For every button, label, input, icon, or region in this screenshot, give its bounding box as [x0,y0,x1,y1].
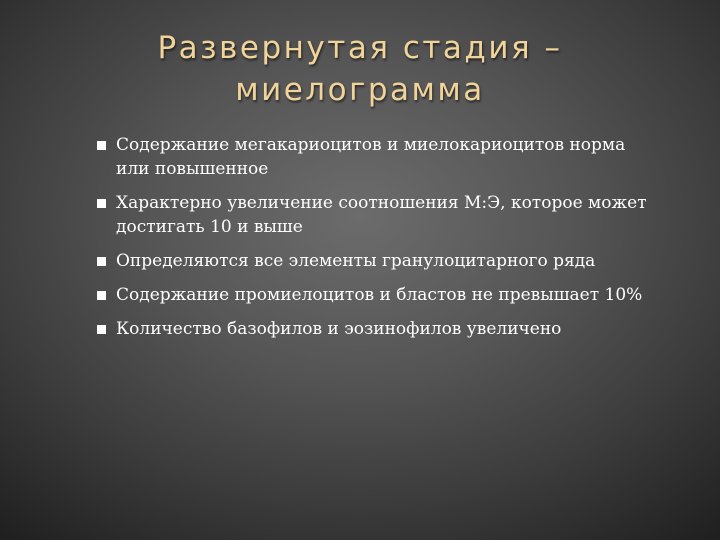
bullet-list [94,133,664,351]
bullet-text: Определяются все элементы гранулоцитарного ряда [116,251,596,271]
bullet-item [94,317,664,341]
square-bullet-icon [97,141,106,150]
bullet-text: Количество базофилов и эозинофилов увеличено [116,319,562,339]
slide-title [0,27,720,111]
square-bullet-icon [97,199,106,208]
bullet-item [94,283,664,307]
slide-title-line-1: Развернутая стадия – [157,30,563,66]
square-bullet-icon [97,291,106,300]
bullet-text: Содержание мегакариоцитов и миелокариоцитов норма или повышенное [116,135,626,179]
bullet-text: Характерно увеличение соотношения М:Э, которое может достигать 10 и выше [116,193,647,237]
bullet-item [94,133,664,181]
bullet-item [94,249,664,273]
bullet-text: Содержание промиелоцитов и бластов не превышает 10% [116,285,643,305]
square-bullet-icon [97,257,106,266]
square-bullet-icon [97,325,106,334]
slide-title-line-2: миелограмма [235,72,485,108]
bullet-item [94,191,664,239]
